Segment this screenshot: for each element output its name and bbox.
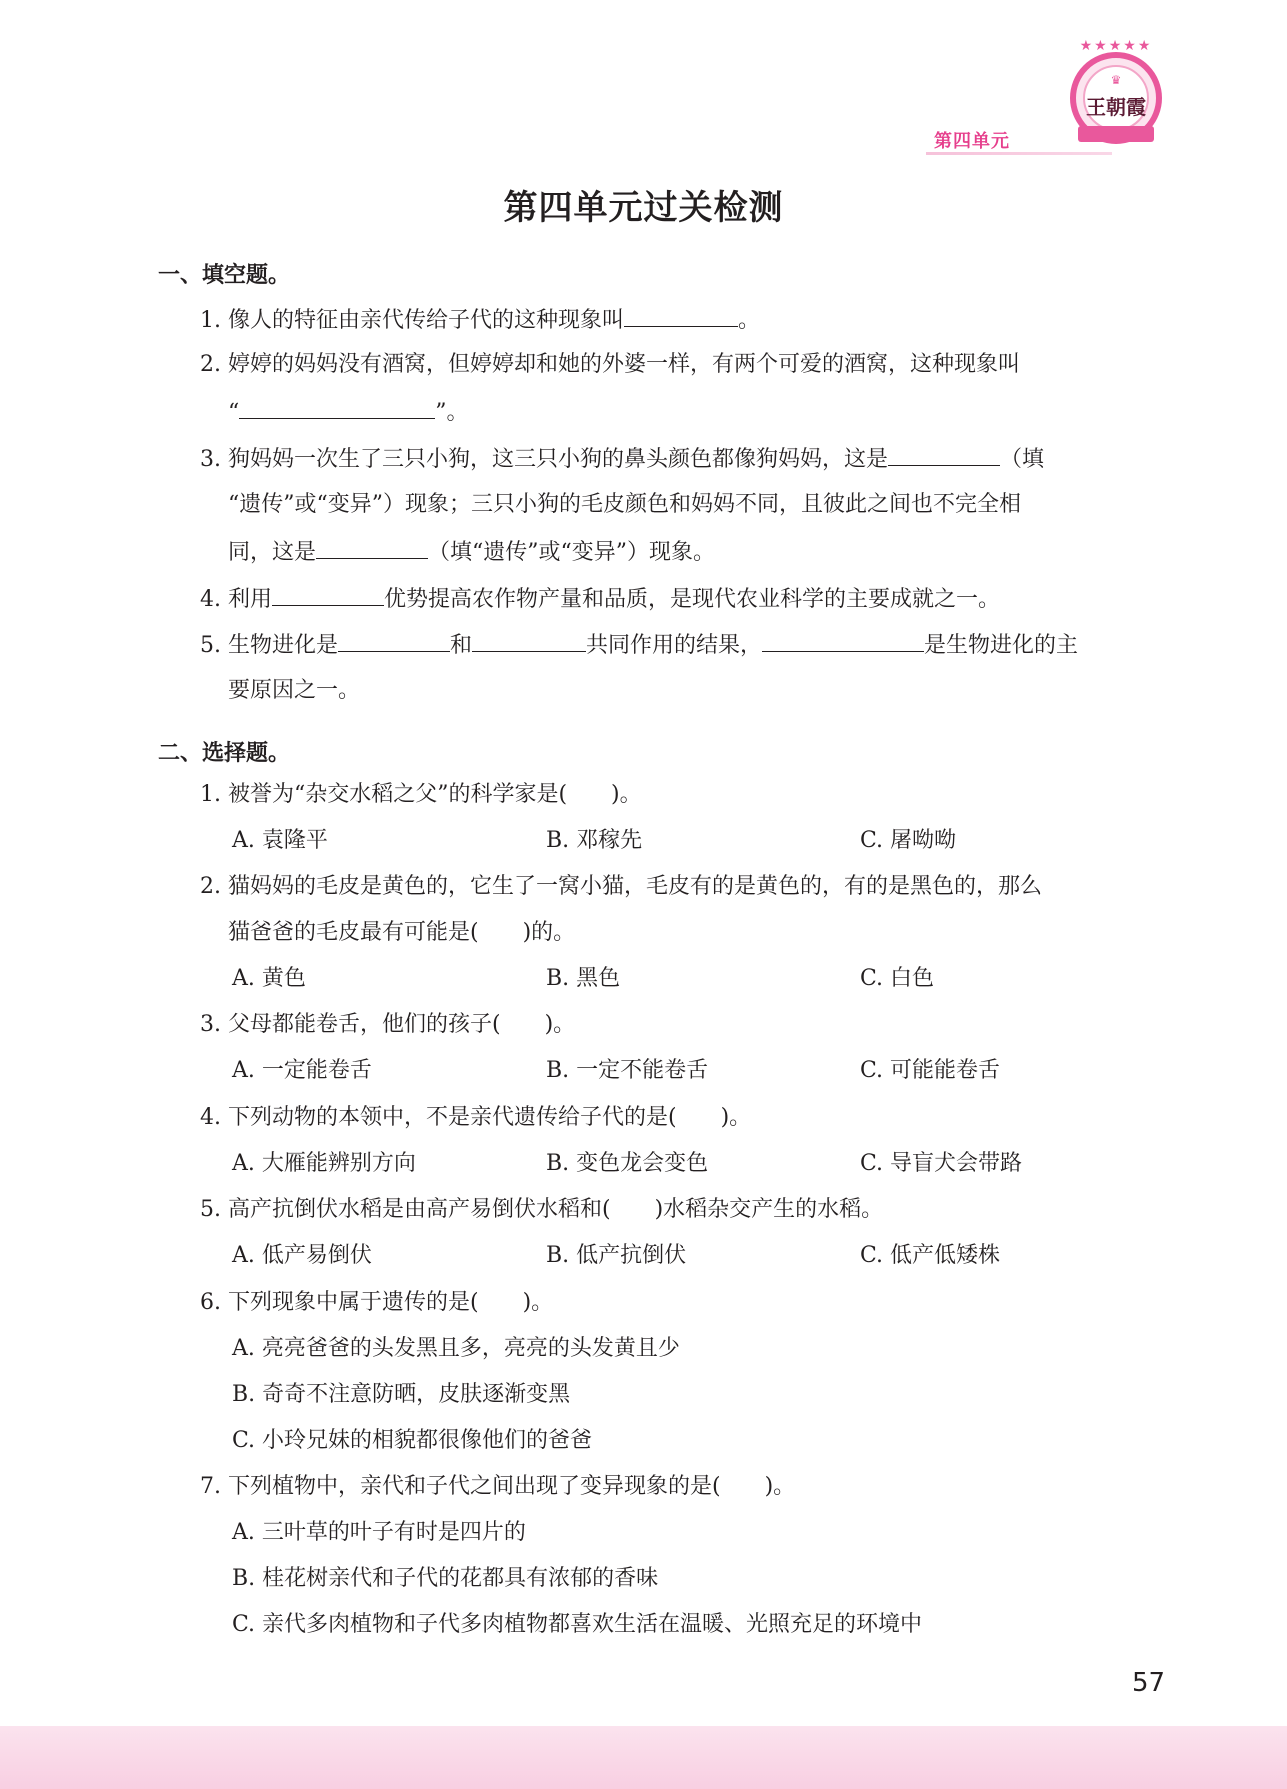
fill-q3-line3 xyxy=(228,536,715,568)
fill-q4 xyxy=(200,583,1000,615)
fill-q5-text: 5. 生物进化是 xyxy=(200,633,338,658)
fill-q5 xyxy=(200,629,1078,661)
choice-q3-option-b[interactable]: B. 一定不能卷舌 xyxy=(546,1058,709,1083)
fill-q4-text: 4. 利用 xyxy=(200,587,272,612)
fill-q3-line2: “遗传”或“变异”）现象；三只小狗的毛皮颜色和妈妈不同，且彼此之间也不完全相 xyxy=(228,492,1021,517)
fill-q3-hint-2: （填“遗传”或“变异”）现象。 xyxy=(428,540,716,565)
fill-q5-text-2: 共同作用的结果， xyxy=(586,633,763,658)
choice-q7-option-a[interactable]: A. 三叶草的叶子有时是四片的 xyxy=(232,1520,526,1545)
choice-q2-option-c[interactable]: C. 白色 xyxy=(860,966,935,991)
unit-label: 第四单元 xyxy=(934,131,1010,152)
choice-q6-option-a[interactable]: A. 亮亮爸爸的头发黑且多，亮亮的头发黄且少 xyxy=(232,1336,680,1361)
choice-q7-option-c[interactable]: C. 亲代多肉植物和子代多肉植物都喜欢生活在温暖、光照充足的环境中 xyxy=(232,1612,923,1637)
fill-q5-line2: 要原因之一。 xyxy=(228,678,361,703)
fill-q5-and: 和 xyxy=(449,633,472,658)
page-title: 第四单元过关检测 xyxy=(503,188,784,228)
fill-q3-blank-1[interactable] xyxy=(888,443,1000,466)
fill-q2-blank[interactable] xyxy=(239,396,435,419)
choice-q1-option-a[interactable]: A. 袁隆平 xyxy=(232,828,328,853)
choice-q6-option-c[interactable]: C. 小玲兄妹的相貌都很像他们的爸爸 xyxy=(232,1428,593,1453)
section-1-heading: 一、填空题。 xyxy=(158,263,291,288)
choice-q1-stem: 1. 被誉为“杂交水稻之父”的科学家是( )。 xyxy=(200,782,642,807)
page-number: 57 xyxy=(1132,1668,1166,1698)
choice-q7-option-b[interactable]: B. 桂花树亲代和子代的花都具有浓郁的香味 xyxy=(232,1566,659,1591)
choice-q1-option-c[interactable]: C. 屠呦呦 xyxy=(860,828,957,853)
fill-q2 xyxy=(200,350,1020,380)
choice-q6-option-b[interactable]: B. 奇奇不注意防晒，皮肤逐渐变黑 xyxy=(232,1382,571,1407)
choice-q7-stem: 7. 下列植物中，亲代和子代之间出现了变异现象的是( )。 xyxy=(200,1474,796,1499)
choice-q4-option-a[interactable]: A. 大雁能辨别方向 xyxy=(232,1151,416,1176)
section-2-heading: 二、选择题。 xyxy=(158,741,291,766)
fill-q2-open-quote: “ xyxy=(228,400,240,425)
fill-q1-text: 1. 像人的特征由亲代传给子代的这种现象叫 xyxy=(200,308,624,333)
fill-q5-text-3: 是生物进化的主 xyxy=(924,633,1079,658)
choice-q4-stem: 4. 下列动物的本领中，不是亲代遗传给子代的是( )。 xyxy=(200,1105,752,1130)
choice-q5-stem: 5. 高产抗倒伏水稻是由高产易倒伏水稻和( )水稻杂交产生的水稻。 xyxy=(200,1197,884,1222)
choice-q4-option-b[interactable]: B. 变色龙会变色 xyxy=(546,1151,709,1176)
fill-q3 xyxy=(200,443,1044,475)
fill-q2-line2 xyxy=(228,396,469,428)
badge-name: 王朝霞 xyxy=(1086,95,1146,119)
fill-q3-hint: （填 xyxy=(1000,447,1045,472)
fill-q5-blank-2[interactable] xyxy=(472,629,586,652)
choice-q5-option-c[interactable]: C. 低产低矮株 xyxy=(860,1243,1001,1268)
fill-q3-text-2: 同，这是 xyxy=(228,540,317,565)
fill-q3-text: 3. 狗妈妈一次生了三只小狗，这三只小狗的鼻头颜色都像狗妈妈，这是 xyxy=(200,447,888,472)
fill-q1-blank[interactable] xyxy=(624,304,738,327)
choice-q2-option-a[interactable]: A. 黄色 xyxy=(232,966,306,991)
footer-band xyxy=(0,1726,1287,1789)
choice-q5-option-b[interactable]: B. 低产抗倒伏 xyxy=(546,1243,687,1268)
choice-q3-option-a[interactable]: A. 一定能卷舌 xyxy=(232,1058,372,1083)
unit-tab-underline xyxy=(926,152,1112,155)
choice-q2-option-b[interactable]: B. 黑色 xyxy=(546,966,621,991)
brand-badge-logo xyxy=(1070,38,1162,144)
choice-q3-stem: 3. 父母都能卷舌，他们的孩子( )。 xyxy=(200,1012,576,1037)
crown-icon: ♛ xyxy=(1110,73,1122,87)
choice-q3-option-c[interactable]: C. 可能能卷舌 xyxy=(860,1058,1001,1083)
fill-q5-blank-3[interactable] xyxy=(762,629,924,652)
badge-stars: ★★★★★ xyxy=(1079,38,1153,54)
fill-q4-text-2: 优势提高农作物产量和品质，是现代农业科学的主要成就之一。 xyxy=(383,587,1000,612)
fill-q3-blank-2[interactable] xyxy=(316,536,428,559)
fill-q4-blank[interactable] xyxy=(272,583,384,606)
fill-q2-close-quote: ”。 xyxy=(435,400,469,425)
fill-q5-blank-1[interactable] xyxy=(338,629,450,652)
choice-q1-option-b[interactable]: B. 邓稼先 xyxy=(546,828,643,853)
choice-q5-option-a[interactable]: A. 低产易倒伏 xyxy=(232,1243,372,1268)
badge-inner xyxy=(1083,65,1149,131)
fill-q2-text: 2. 婷婷的妈妈没有酒窝，但婷婷却和她的外婆一样，有两个可爱的酒窝，这种现象叫 xyxy=(200,352,1020,377)
badge-ribbon xyxy=(1078,126,1154,142)
fill-q1 xyxy=(200,304,760,336)
fill-q1-end: 。 xyxy=(738,308,761,333)
choice-q2-stem-2: 猫爸爸的毛皮最有可能是( )的。 xyxy=(228,920,576,945)
choice-q6-stem: 6. 下列现象中属于遗传的是( )。 xyxy=(200,1290,554,1315)
choice-q4-option-c[interactable]: C. 导盲犬会带路 xyxy=(860,1151,1023,1176)
choice-q2-stem: 2. 猫妈妈的毛皮是黄色的，它生了一窝小猫，毛皮有的是黄色的，有的是黑色的，那么 xyxy=(200,874,1042,899)
